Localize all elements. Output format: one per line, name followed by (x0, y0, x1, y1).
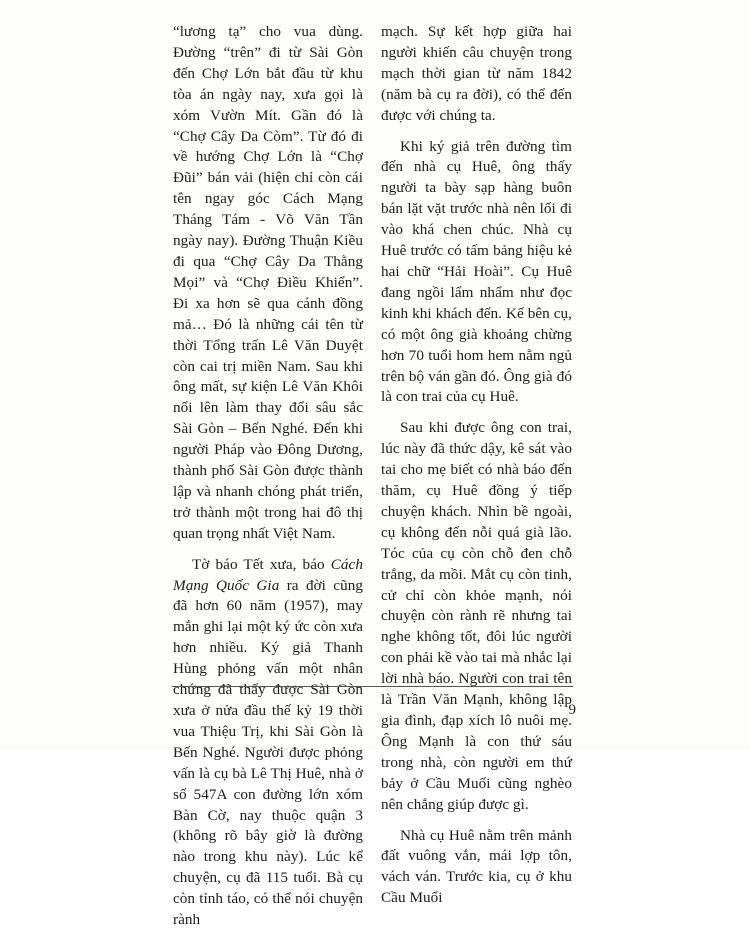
paragraph-text: Tờ báo Tết xưa, báo (192, 555, 331, 573)
page-number: 9 (568, 702, 576, 718)
paragraph: Sau khi được ông con trai, lúc này đã thức dậy, kê sát vào tai cho mẹ biết có nhà báo đến thăm, cụ Huê đồng ý tiếp chuyện khách. Nhìn bề ngoài, cụ không đến nỗi quá già lão. Tóc của cụ còn chỗ đen chỗ trắng, da mồi. Mắt cụ còn tinh, cử chỉ còn khỏe mạnh, nói chuyện còn rành rẽ nhưng tai nghe không tốt, đôi lúc người con phải kề vào tai mà nhắc lại lời nhà báo. Người con trai tên là Trần Văn Mạnh, không lập gia đình, đạp xích lô nuôi mẹ. Ông Mạnh là con thứ sáu trong nhà, còn người em thứ bảy ở Cầu Muối cũng nghèo nên chẳng giúp được gì. (381, 419, 572, 813)
paragraph: mạch. Sự kết hợp giữa hai người khiến câu chuyện trong mạch thời gian từ năm 1842 (năm bà cụ ra đời), có thể đến được với chúng ta. (381, 23, 572, 124)
paragraph: Khi ký giả trên đường tìm đến nhà cụ Huê, ông thấy người ta bày sạp hàng buôn bán lặt vặt trước nhà nên lối đi vào khá chen chúc. Nhà cụ Huê trước có tấm bảng hiệu kẻ hai chữ “Hải Hoài”. Cụ Huê đang ngồi lẩm nhẩm như đọc kinh khi khách đến. Kế bên cụ, có một ông già khoảng chừng hơn 70 tuổi hom hem nằm ngủ trên bộ ván gần đó. Ông già đó là con trai của cụ Huê. (381, 137, 572, 406)
paragraph: Nhà cụ Huê nằm trên mảnh đất vuông vắn, mái lợp tôn, vách ván. Trước kia, cụ ở khu Cầu Muối (381, 826, 572, 907)
newspaper-title: Cách Mạng Quốc Gia (173, 555, 363, 594)
paragraph (173, 555, 363, 931)
left-column (173, 22, 363, 931)
paragraph: “lương tạ” cho vua dùng. Đường “trên” đi từ Sài Gòn đến Chợ Lớn bắt đầu từ khu tòa án ngày nay, xưa gọi là xóm Vườn Mít. Gần đó là “Chợ Cây Da Còm”. Từ đó đi về hướng Chợ Lớn là “Chợ Đũi” bán vải (hiện chỉ còn cái tên ngay góc Cách Mạng Tháng Tám - Võ Văn Tần ngày nay). Đường Thuận Kiều đi qua “Chợ Cây Da Thằng Mọi” và “Chợ Điều Khiển”. Đi xa hơn sẽ qua cánh đồng mả… Đó là những cái tên từ thời Tổng trấn Lê Văn Duyệt còn cai trị miền Nam. Sau khi ông mất, sự kiện Lê Văn Khôi nổi lên làm thay đổi sâu sắc Sài Gòn – Bến Nghé. Đến khi người Pháp vào Đông Dương, thành phố Sài Gòn được thành lập và nhanh chóng phát triển, trở thành một trong hai đô thị quan trọng nhất Việt Nam. (173, 23, 363, 542)
footer-rule (172, 686, 573, 687)
paragraph-text: ra đời cũng đã hơn 60 năm (1957), may mắn ghi lại một ký ức còn xưa hơn nhiều. Ký giả Thanh Hùng phỏng vấn một nhân chứng đã thấy được Sài Gòn xưa ở nửa đầu thế kỷ 19 thời vua Thiệu Trị, khi Sài Gòn là Bến Nghé. Người được phỏng vấn là cụ bà Lê Thị Huê, nhà ở số 547A con đường lớn xóm Bàn Cờ, nay thuộc quận 3 (không rõ bây giờ là đường nào trong khu này). Lúc kể chuyện, cụ đã 115 tuổi. Bà cụ còn tỉnh táo, có thể nói chuyện rành (173, 576, 364, 929)
right-column (381, 22, 572, 909)
